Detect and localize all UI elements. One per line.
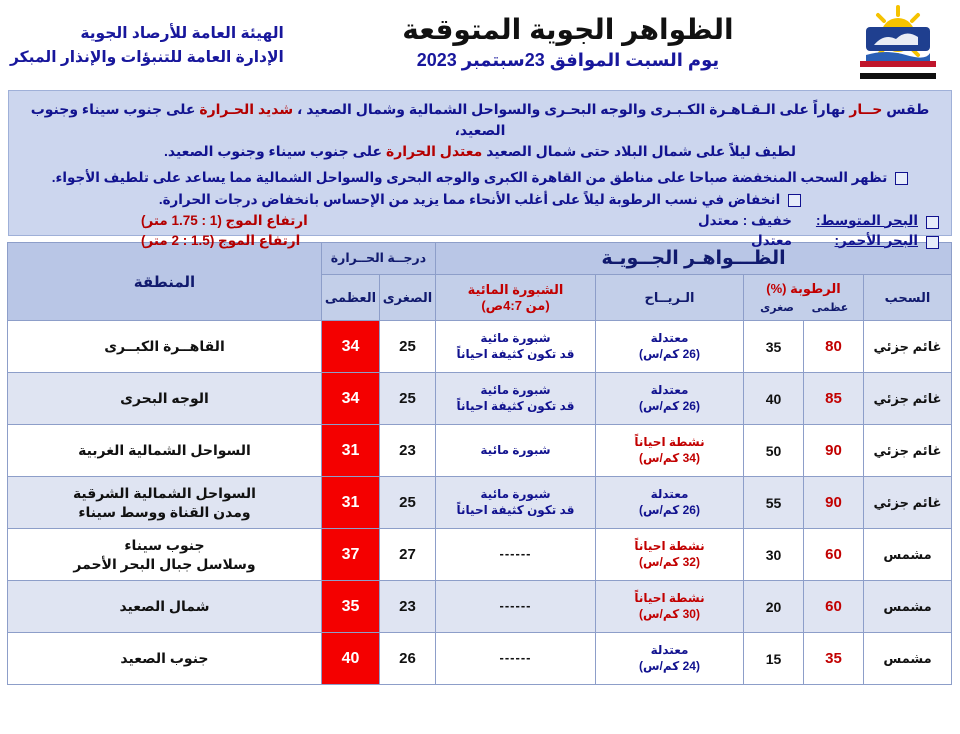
summary-1-hot: حــار [849, 101, 883, 117]
cell-region: السواحل الشمالية الشرقية ومدن القناة ووسط سيناء [7, 477, 321, 529]
summary-2a: لطيف ليلاً على شمال البلاد حتى شمال الصعيد [482, 143, 796, 159]
cell-humidity-min: 30 [744, 529, 804, 581]
cell-fog: ------ [435, 529, 595, 581]
cell-temp-min: 25 [379, 477, 435, 529]
cell-region: جنوب الصعيد [7, 633, 321, 685]
cell-humidity-max: 80 [804, 321, 864, 373]
cell-temp-min: 25 [379, 373, 435, 425]
summary-1c: على جنوب سيناء وجنوب الصعيد، [30, 101, 506, 138]
cell-humidity-max: 90 [804, 477, 864, 529]
header-region: المنطقة [7, 243, 321, 321]
header-humidity [744, 275, 864, 321]
forecast-table-body [7, 321, 951, 685]
cell-humidity-min: 50 [744, 425, 804, 477]
table-row [7, 373, 951, 425]
cell-wind: معتدلة (26 كم/س) [596, 321, 744, 373]
checkbox-icon [895, 172, 908, 185]
cell-region: جنوب سيناء وسلاسل جبال البحر الأحمر [7, 529, 321, 581]
organization-name [10, 18, 284, 70]
organization-line-1: الهيئة العامة للأرصاد الجوية [80, 24, 284, 42]
cell-fog: شبورة مائية قد تكون كثيفة احياناً [435, 477, 595, 529]
header-humidity-label: الرطوبة (%) [766, 281, 841, 296]
sea-state-row [21, 212, 939, 229]
cell-fog: شبورة مائية [435, 425, 595, 477]
cell-temp-max: 37 [321, 529, 379, 581]
summary-bullet [21, 168, 939, 188]
cell-region: الوجه البحرى [7, 373, 321, 425]
wave-height-mediterranean: ارتفاع الموج (1 : 1.75 متر) [141, 212, 308, 228]
cell-temp-min: 23 [379, 581, 435, 633]
cell-clouds: مشمس [864, 633, 952, 685]
cell-fog: ------ [435, 633, 595, 685]
cell-region: شمال الصعيد [7, 581, 321, 633]
table-row [7, 529, 951, 581]
summary-bullet [21, 190, 939, 210]
cell-temp-min: 26 [379, 633, 435, 685]
table-row [7, 321, 951, 373]
forecast-summary-box [8, 90, 952, 248]
cell-wind: معتدلة (26 كم/س) [596, 477, 744, 529]
table-row [7, 633, 951, 685]
page-title: الظواهر الجوية المتوقعة [402, 13, 734, 45]
cell-wind: نشطة احياناً (30 كم/س) [596, 581, 744, 633]
cell-humidity-max: 85 [804, 373, 864, 425]
header-phenomena: الظـــواهـر الجــويـة [435, 243, 951, 275]
header-fog [435, 275, 595, 321]
header-wind: الـريــاح [596, 275, 744, 321]
cell-wind: نشطة احياناً (34 كم/س) [596, 425, 744, 477]
forecast-table [7, 242, 952, 685]
cell-temp-min: 27 [379, 529, 435, 581]
cell-temp-max: 34 [321, 373, 379, 425]
header-humidity-max: عظمى [811, 302, 849, 314]
organization-line-2: الإدارة العامة للتنبؤات والإنذار المبكر [10, 49, 284, 66]
cell-clouds: مشمس [864, 581, 952, 633]
checkbox-icon [926, 216, 939, 229]
header-temp-max: العظمى [321, 275, 379, 321]
header-fog-line2: (من 4:7ص) [481, 297, 550, 313]
page-header [0, 0, 960, 88]
cell-humidity-max: 90 [804, 425, 864, 477]
cell-fog: شبورة مائية قد تكون كثيفة احياناً [435, 321, 595, 373]
cell-humidity-min: 40 [744, 373, 804, 425]
table-row [7, 477, 951, 529]
summary-line-1 [21, 99, 939, 141]
checkbox-icon [788, 194, 801, 207]
cell-region: السواحل الشمالية الغربية [7, 425, 321, 477]
cell-temp-min: 25 [379, 321, 435, 373]
summary-bullet-text: انخفاض في نسب الرطوبة ليلاً على أغلب الأنحاء مما يزيد من الإحساس بانخفاض درجات الحرارة. [158, 191, 781, 207]
cell-humidity-max: 60 [804, 581, 864, 633]
header-temp-min: الصغرى [379, 275, 435, 321]
summary-bullets [21, 168, 939, 209]
header-temperature-label: درجــة الحــرارة [330, 250, 427, 265]
cell-humidity-max: 35 [804, 633, 864, 685]
cell-temp-max: 34 [321, 321, 379, 373]
cell-wind: معتدلة (26 كم/س) [596, 373, 744, 425]
wave-height-red-sea: ارتفاع الموج (1.5 : 2 متر) [141, 232, 301, 248]
egypt-meteorological-authority-logo [852, 5, 944, 83]
cell-clouds: غائم جزئي [864, 321, 952, 373]
header-fog-line1: الشبورة المائية [467, 281, 564, 297]
summary-1a: طقس [882, 101, 930, 117]
header-humidity-min: صغرى [760, 302, 794, 314]
summary-1b: نهاراً على الـقـاهـرة الكـبـرى والوجه البحـرى والسواحل الشمالية وشمال الصعيد ، [293, 101, 850, 117]
cell-fog: شبورة مائية قد تكون كثيفة احياناً [435, 373, 595, 425]
sea-label-mediterranean: البحر المتوسط: [815, 212, 918, 228]
cell-humidity-min: 35 [744, 321, 804, 373]
cell-clouds: غائم جزئي [864, 373, 952, 425]
cell-temp-max: 31 [321, 425, 379, 477]
table-row [7, 425, 951, 477]
cell-temp-min: 23 [379, 425, 435, 477]
cell-clouds: غائم جزئي [864, 425, 952, 477]
summary-1-hot2: شديد الحـرارة [199, 101, 294, 117]
summary-bullet-text: تظهر السحب المنخفضة صباحا على مناطق من القاهرة الكبرى والوجه البحرى والسواحل الشمالية مما يساعد على تلطيف الأجواء. [51, 170, 888, 185]
cell-wind: نشطة احياناً (32 كم/س) [596, 529, 744, 581]
page-subtitle-date: يوم السبت الموافق 23سبتمبر 2023 [416, 50, 720, 71]
forecast-table-wrapper [8, 242, 952, 685]
cell-humidity-min: 55 [744, 477, 804, 529]
cell-temp-max: 40 [321, 633, 379, 685]
summary-line-2 [21, 141, 939, 162]
cell-humidity-min: 15 [744, 633, 804, 685]
page-title-block [284, 13, 852, 76]
table-row [7, 581, 951, 633]
header-temperature [321, 243, 435, 275]
cell-clouds: غائم جزئي [864, 477, 952, 529]
header-clouds: السحب [864, 275, 952, 321]
sea-state-red-sea: معتدل [750, 232, 792, 248]
cell-temp-max: 35 [321, 581, 379, 633]
summary-2-hot: معتدل الحرارة [385, 143, 483, 159]
cell-region: القاهــرة الكبــرى [7, 321, 321, 373]
sea-state-mediterranean: خفيف : معتدل [697, 212, 792, 228]
checkbox-icon [926, 236, 939, 249]
cell-humidity-min: 20 [744, 581, 804, 633]
cell-wind: معتدلة (24 كم/س) [596, 633, 744, 685]
cell-humidity-max: 60 [804, 529, 864, 581]
summary-2b: على جنوب سيناء وجنوب الصعيد. [163, 143, 386, 159]
sea-label-red-sea: البحر الأحمر: [834, 232, 918, 248]
cell-temp-max: 31 [321, 477, 379, 529]
cell-fog: ------ [435, 581, 595, 633]
cell-clouds: مشمس [864, 529, 952, 581]
